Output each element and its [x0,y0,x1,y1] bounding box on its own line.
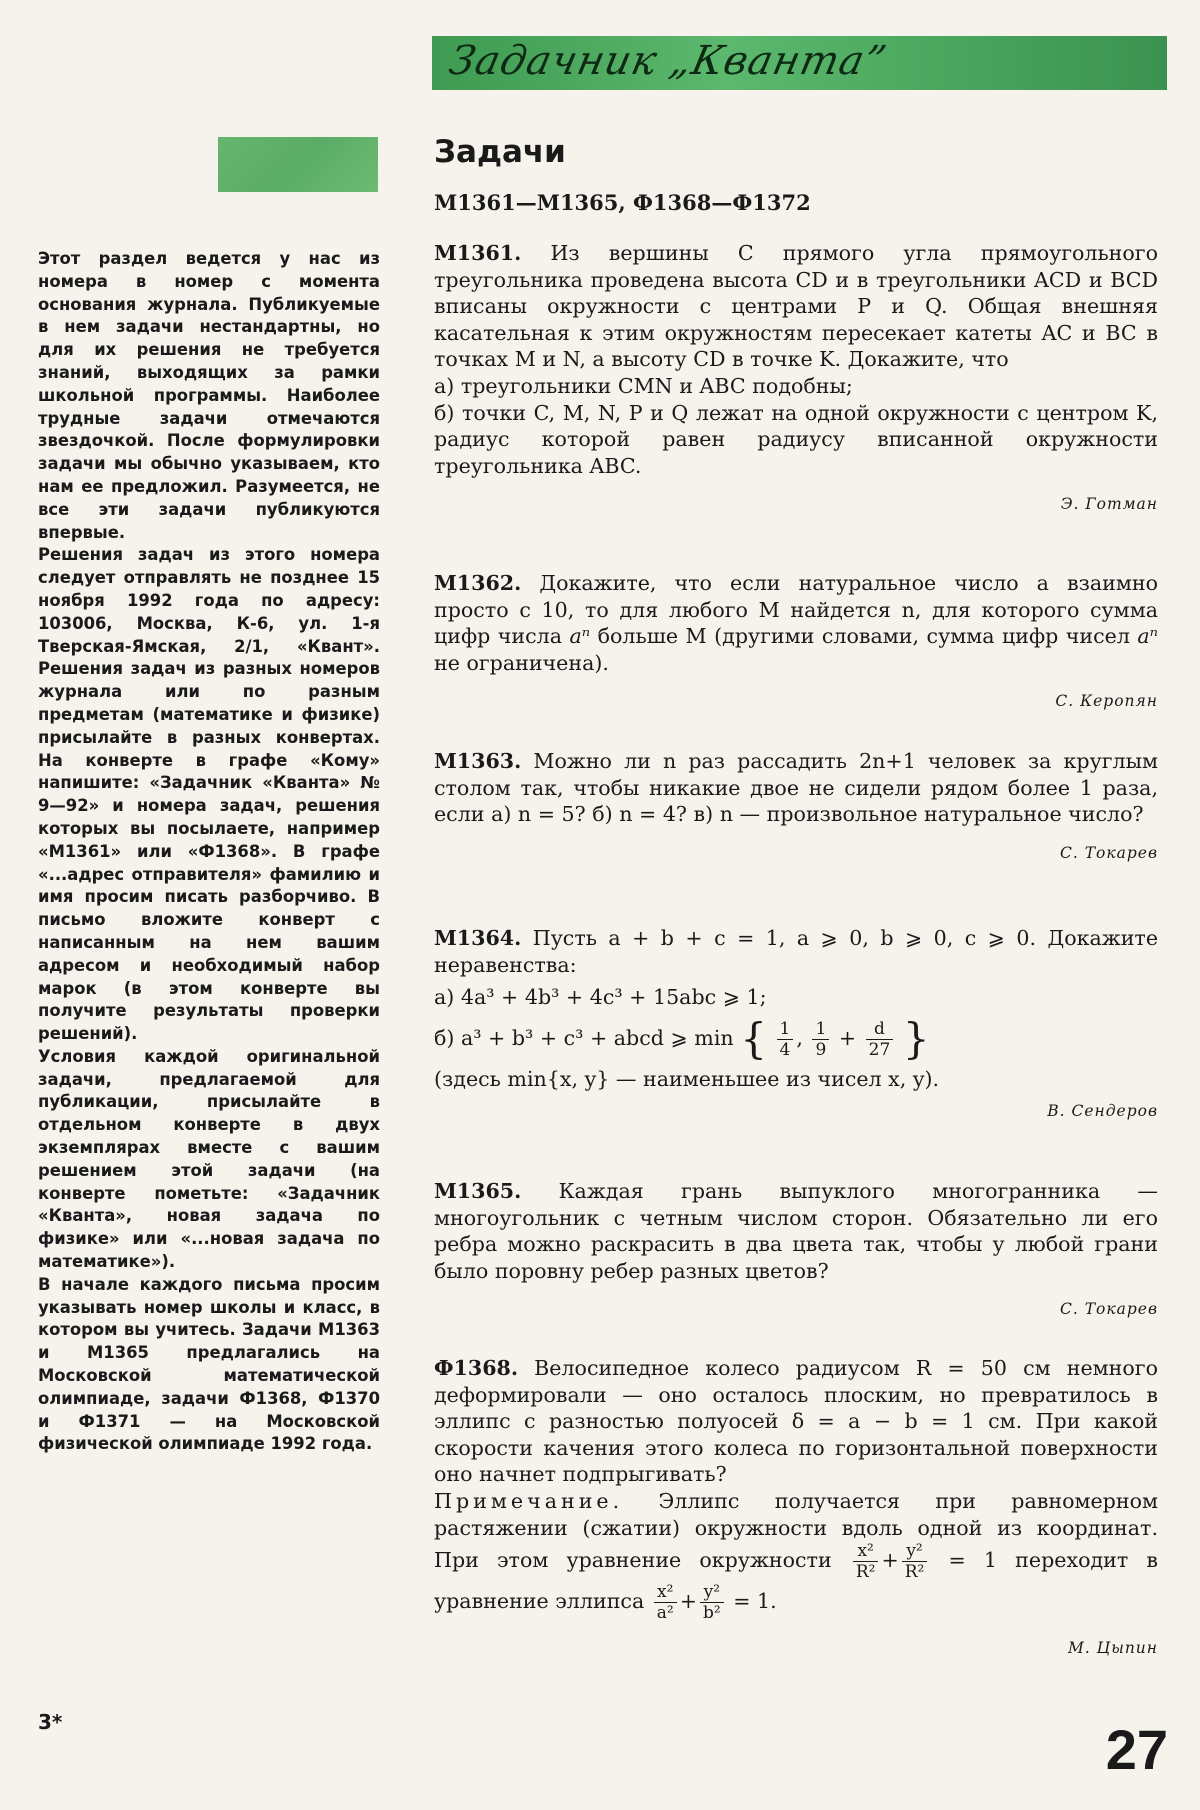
equation-tail: = 1 переходит в уравнение эллипса [434,1548,1159,1614]
problem-power: aⁿ [1137,624,1159,649]
problem-text: Из вершины C прямого угла прямоугольного треугольника проведена высота CD и в треугольники ACD и BCD вписаны окружности с центрами P и Q. Общая внешняя касательная к этим окружностям пересекает катеты AC и BC в точках M и N, а высоту CD в точке K. Докажите, что [434,241,1158,372]
rubric-banner-title: Задачник „Кванта” [445,38,891,84]
equation-tail: = 1. [733,1589,777,1614]
sidebar-paragraph: Этот раздел ведется у нас из номера в номер с момента основания журнала. Публикуемые в нем задачи нестандартны, но для их решения не требуется знаний, выходящих за рамки школьной программы. Наиболее трудные задачи отмечаются звездочкой. После формулировки задачи мы обычно указываем, кто нам ее предложил. Разумеется, не все эти задачи публикуются впервые. [38,249,380,542]
fraction: $\frac{\text{y²}}{\text{b²}}$ [700,1582,724,1623]
signature-marker: 3* [38,1710,63,1734]
right-brace-symbol: } [902,1013,930,1063]
problem-m1365 [434,1178,1158,1323]
problem-id: M1361. [434,241,522,265]
rubric-banner [432,36,1167,90]
problem-item-a: а) 4a³ + 4b³ + 4c³ + 15abc ⩾ 1; [434,985,767,1010]
problem-text: Докажите, что если натуральное число a взаимно просто с 10, то для любого M найдется n, для которого сумма цифр числа [434,571,1158,649]
problem-author: В. Сендеров [1047,1102,1158,1121]
problem-author: С. Токарев [1060,843,1158,862]
problem-text: не ограничена). [434,650,609,675]
problem-f1368: Ф1368. Велосипедное колесо радиусом R = 50 см немного деформировали — оно осталось плоским, но превратилось в эллипс с разностью полуосей δ = a − b = 1 см. При какой скорости качения этого колеса по горизонтальной поверхности оно начнет подпрыгивать? Примечание. Эллипс получается при равномерном растяжении (сжатии) окружности вдоль одной из координат. При этом уравнение окружности $\frac{\text{x²}}{\text{R²}}$ + $\frac{\text{y²}}{\text{R²}}$ = 1 переходит в уравнение эллипса $\frac{\text{x²}}{\text{a²}}$ + $\frac{\text{y²}}{\text{b²}}$ = 1. М. Цыпин [434,1355,1158,1662]
problem-text: Каждая грань выпуклого многогранника — многоугольник с четным числом сторон. Обязательно ли его ребра можно раскрасить в два цвета так, чтобы у любой грани было поровну ребер разных цветов? [434,1179,1158,1283]
fraction: $\frac{1}{4}$ [777,1019,794,1060]
page-number: 27 [1105,1718,1168,1781]
problem-m1362 [434,570,1158,715]
problem-id: M1363. [434,749,522,773]
fraction: $\frac{\text{y²}}{\text{R²}}$ [902,1541,928,1582]
problem-author: М. Цыпин [1067,1639,1158,1658]
problem-power: aⁿ [569,624,591,649]
sidebar-paragraph: Решения задач из этого номера следует отправлять не позднее 15 ноября 1992 года по адресу: 103006, Москва, К-6, ул. 1-я Тверская-Ямская, 2/1, «Квант». Решения задач из разных номеров журнала или по разным предметам (математике и физике) присылайте в разных конвертах. На конверте в графе «Кому» напишите: «Задачник «Кванта» № 9—92» и номера задач, решения которых вы посылаете, например «M1361» или «Ф1368». В графе «...адрес отправителя» фамилию и имя просим писать разборчиво. В письмо вложите конверт с написанным на нем вашим адресом и необходимый набор марок (в этом конверте вы получите результаты проверки решений). [38,545,380,1044]
problem-text: Пусть a + b + c = 1, a ⩾ 0, b ⩾ 0, c ⩾ 0. Докажите неравенства: [434,926,1159,977]
problem-m1364 [434,925,1158,1125]
problem-item-a: а) треугольники CMN и ABC подобны; [434,373,853,398]
problem-text: больше M (другими словами, сумма цифр чисел [597,624,1130,649]
problem-id: M1362. [434,571,522,595]
problem-author: С. Токарев [1060,1300,1158,1319]
problem-item-b: б) a³ + b³ + c³ + abcd ⩾ min { $\frac{1}{4}$ , $\frac{1}{9}$ + $\frac{d}{27}$ } [434,1013,930,1063]
problem-m1361 [434,240,1158,518]
fraction: $\frac{\text{x²}}{\text{a²}}$ [654,1582,677,1623]
fraction: $\frac{\text{x²}}{\text{R²}}$ [853,1541,879,1582]
section-title: Задачи [434,134,566,170]
left-brace-symbol: { [740,1013,767,1063]
plus-sign: + [838,1025,857,1050]
sidebar-paragraph: В начале каждого письма просим указывать номер школы и класс, в котором вы учитесь. Задачи M1363 и M1365 предлагались на Московской математической олимпиаде, задачи Ф1368, Ф1370 и Ф1371 — на Московской физической олимпиаде 1992 года. [38,1274,380,1454]
problem-id: M1365. [434,1179,522,1203]
problem-id: M1364. [434,926,522,950]
problem-item-b: б) точки C, M, N, P и Q лежат на одной окружности с центром K, радиус которой равен радиусу вписанной окружности треугольника ABC. [434,400,1158,478]
sidebar-paragraph: Условия каждой оригинальной задачи, предлагаемой для публикации, присылайте в отдельном конверте в двух экземплярах вместе с вашим решением этой задачи (на конверте пометьте: «Задачник «Кванта», новая задача по физике» или «...новая задача по математике»). [38,1046,380,1272]
section-subtitle: M1361—M1365, Ф1368—Ф1372 [434,190,811,215]
fraction: $\frac{1}{9}$ [812,1019,829,1060]
problem-text: Можно ли n раз рассадить 2n+1 человек за круглым столом так, чтобы никакие двое не сидели рядом более 1 раза, если а) n = 5? б) n = 4? в) n — произвольное натуральное число? [434,749,1159,827]
problem-id: Ф1368. [434,1356,519,1380]
problem-author: С. Керопян [1055,692,1158,711]
problem-note: (здесь min{x, y} — наименьшее из чисел x, y). [434,1066,940,1091]
note-label: Примечание. [434,1488,624,1513]
note-text: Эллипс получается при равномерном растяжении (сжатии) окружности вдоль одной из координат. При этом уравнение окружности [434,1488,1159,1573]
sidebar-info [38,248,380,1456]
problem-author: Э. Готман [1060,495,1158,514]
decorative-green-block [218,137,378,192]
inequality-lhs: б) a³ + b³ + c³ + abcd ⩾ min [434,1025,734,1050]
problem-m1363 [434,748,1158,866]
problem-text: Велосипедное колесо радиусом R = 50 см немного деформировали — оно осталось плоским, но превратилось в эллипс с разностью полуосей δ = a − b = 1 см. При какой скорости качения этого колеса по горизонтальной поверхности оно начнет подпрыгивать? [434,1356,1158,1487]
fraction: $\frac{d}{27}$ [866,1019,894,1060]
